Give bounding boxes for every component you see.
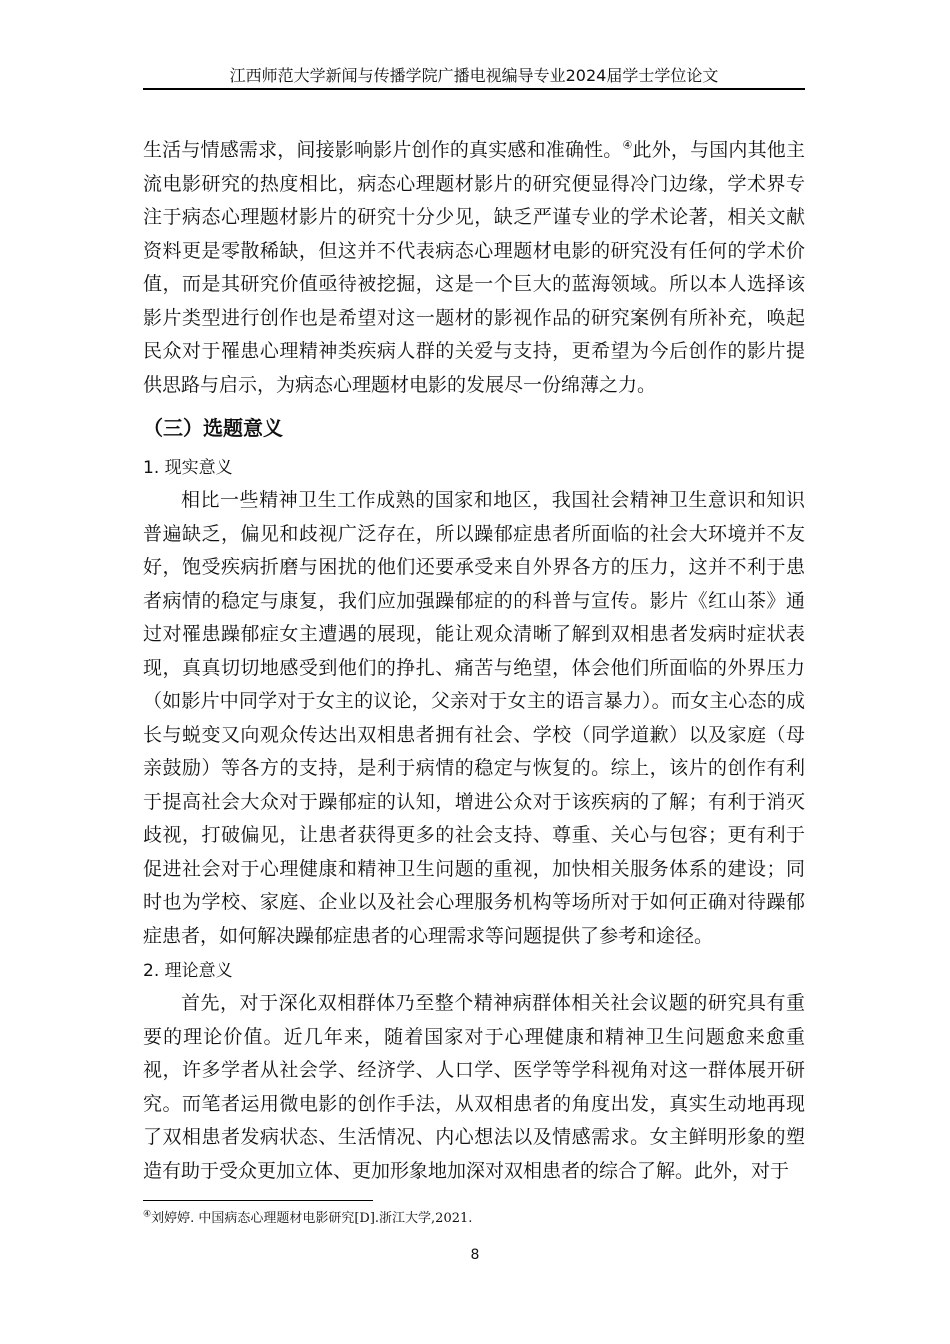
paragraph-continuation [143, 134, 805, 402]
footnote-marker: ④ [143, 1209, 152, 1220]
subsection-heading-theoretical: 2. 理论意义 [143, 961, 233, 981]
header-title: 江西师范大学新闻与传播学院广播电视编导专业2024届学士学位论文 [229, 66, 719, 85]
paragraph-text: 此外，与国内其他主流电影研究的热度相比，病态心理题材影片的研究便显得冷门边缘，学术界专注于病态心理题材影片的研究十分少见，缺乏严谨专业的学术论著，相关文献资料更是零散稀缺，但这并不代表病态心理题材电影的研究没有任何的学术价值，而是其研究价值亟待被挖掘，这是一个巨大的蓝海领域。所以本人选择该影片类型进行创作也是希望对这一题材的影视作品的研究案例有所补充，唤起民众对于罹患心理精神类疾病人群的关爱与支持，更希望为今后创作的影片提供思路与启示，为病态心理题材电影的发展尽一份绵薄之力。 [143, 139, 805, 396]
section-heading: （三）选题意义 [143, 416, 283, 440]
subsection-heading-practical: 1. 现实意义 [143, 458, 233, 478]
paragraph-practical-significance: 相比一些精神卫生工作成熟的国家和地区，我国社会精神卫生意识和知识普遍缺乏，偏见和歧视广泛存在，所以躁郁症患者所面临的社会大环境并不友好，饱受疾病折磨与困扰的他们还要承受来自外界各方的压力，这并不利于患者病情的稳定与康复，我们应加强躁郁症的的科普与宣传。影片《红山茶》通过对罹患躁郁症女主遭遇的展现，能让观众清晰了解到双相患者发病时症状表现，真真切切地感受到他们的挣扎、痛苦与绝望，体会他们所面临的外界压力（如影片中同学对于女主的议论，父亲对于女主的语言暴力）。而女主心态的成长与蜕变又向观众传达出双相患者拥有社会、学校（同学道歉）以及家庭（母亲鼓励）等各方的支持，是利于病情的稳定与恢复的。综上，该片的创作有利于提高社会大众对于躁郁症的认知，增进公众对于该疾病的了解；有利于消灭歧视，打破偏见，让患者获得更多的社会支持、尊重、关心与包容；更有利于促进社会对于心理健康和精神卫生问题的重视，加快相关服务体系的建设；同时也为学校、家庭、企业以及社会心理服务机构等场所对于如何正确对待躁郁症患者，如何解决躁郁症患者的心理需求等问题提供了参考和途径。 [143, 489, 805, 947]
footnote-reference[interactable]: ④ [622, 138, 633, 152]
footnote [143, 1210, 805, 1228]
footnote-text: 刘婷婷. 中国病态心理题材电影研究[D].浙江大学,2021. [151, 1211, 473, 1226]
main-content [143, 134, 805, 1188]
page-number: 8 [470, 1247, 480, 1263]
page-header [143, 66, 805, 90]
paragraph-theoretical-significance: 首先，对于深化双相群体乃至整个精神病群体相关社会议题的研究具有重要的理论价值。近几年来，随着国家对于心理健康和精神卫生问题愈来愈重视，许多学者从社会学、经济学、人口学、医学等学科视角对这一群体展开研究。而笔者运用微电影的创作手法，从双相患者的角度出发，真实生动地再现了双相患者发病状态、生活情况、内心想法以及情感需求。女主鲜明形象的塑造有助于受众更加立体、更加形象地加深对双相患者的综合了解。此外，对于 [143, 992, 805, 1182]
footnote-divider [143, 1200, 373, 1201]
paragraph-text: 生活与情感需求，间接影响影片创作的真实感和准确性。 [143, 139, 623, 161]
